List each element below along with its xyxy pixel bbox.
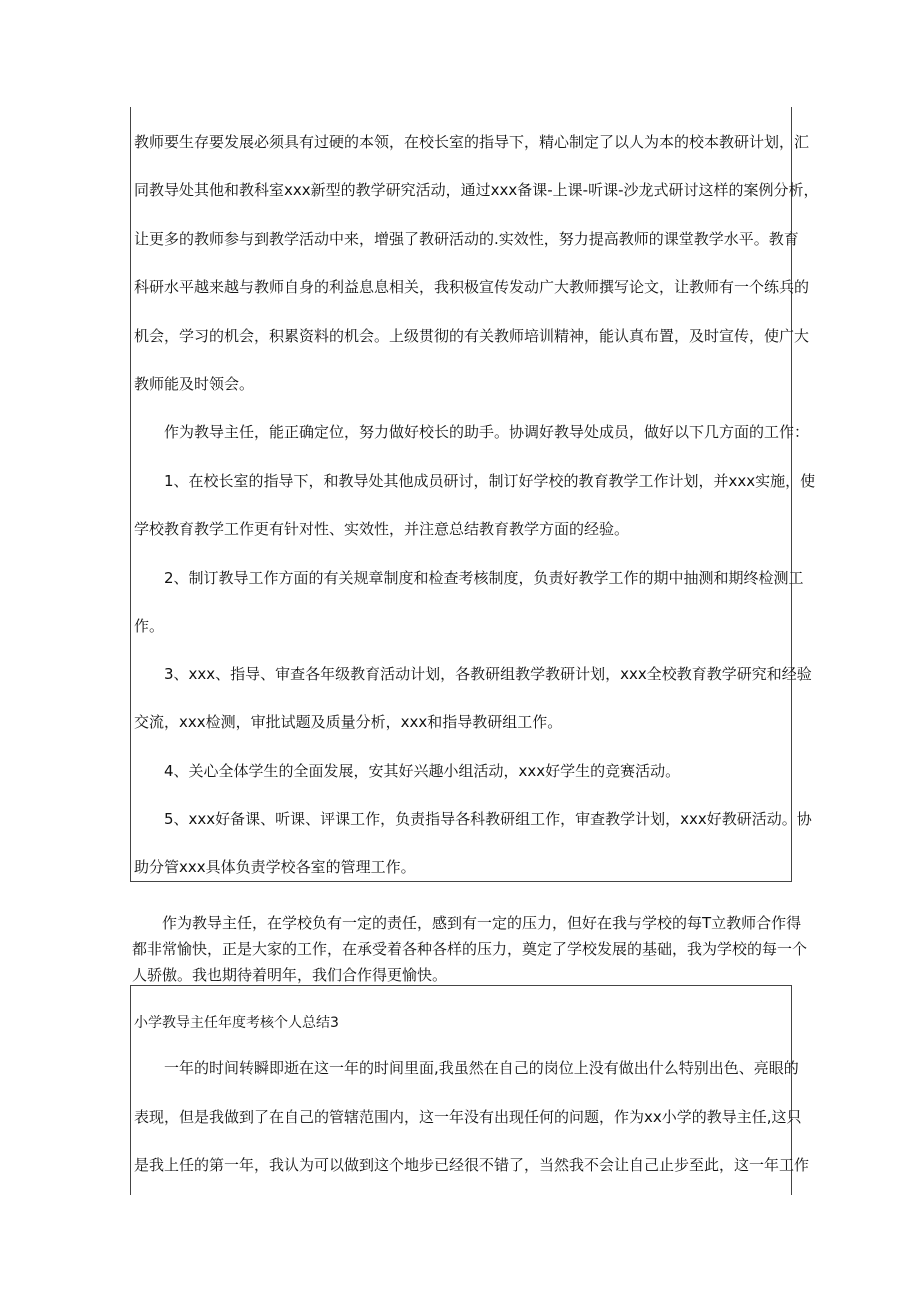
paragraph-line: 机会，学习的机会，积累资料的机会。上级贯彻的有关教师培训精神，能认真布置，及时宣传，使广大 [134, 327, 810, 345]
closing-paragraph-line: 都非常愉快，正是大家的工作，在承受着各种各样的压力，奠定了学校发展的基础，我为学校的每一个 [132, 940, 808, 958]
paragraph-line: 教师能及时领会。 [134, 375, 255, 393]
paragraph-line: 教师要生存要发展必须具有过硬的本领，在校长室的指导下，精心制定了以人为本的校本教研计划，汇 [134, 133, 810, 151]
paragraph-line: 是我上任的第一年，我认为可以做到这个地步已经很不错了，当然我不会让自己止步至此，这一年工作 [134, 1156, 810, 1174]
closing-paragraph-line: 人骄傲。我也期待着明年，我们合作得更愉快。 [132, 966, 448, 984]
list-item-3: 3、xxx、指导、审查各年级教育活动计划，各教研组教学教研计划，xxx全校教育教学研究和经验 [164, 665, 812, 683]
list-item-1: 1、在校长室的指导下，和教导处其他成员研讨，制订好学校的教育教学工作计划，并xxx实施，使 [164, 472, 816, 490]
paragraph-line: 一年的时间转瞬即逝在这一年的时间里面,我虽然在自己的岗位上没有做出什么特别出色、亮眼的 [164, 1059, 799, 1077]
paragraph-line: 科研水平越来越与教师自身的利益息息相关，我积极宣传发动广大教师撰写论文，让教师有一个练兵的 [134, 278, 810, 296]
section-title: 小学教导主任年度考核个人总结3 [134, 1015, 339, 1031]
list-item-3-cont: 交流，xxx检测，审批试题及质量分析，xxx和指导教研组工作。 [134, 713, 563, 731]
list-item-4: 4、关心全体学生的全面发展，安其好兴趣小组活动，xxx好学生的竞赛活动。 [164, 762, 681, 780]
list-item-2: 2、制订教导工作方面的有关规章制度和检查考核制度，负责好教学工作的期中抽测和期终检测工 [164, 569, 804, 587]
intro-line: 作为教导主任，能正确定位，努力做好校长的助手。协调好教导处成员，做好以下几方面的工作： [164, 423, 810, 441]
paragraph-line: 同教导处其他和教科室xxx新型的教学研究活动，通过xxx备课-上课-听课-沙龙式研讨这样的案例分析， [134, 181, 819, 199]
list-item-5-cont: 助分管xxx具体负责学校各室的管理工作。 [134, 858, 416, 876]
closing-paragraph-line: 作为教导主任，在学校负有一定的责任，感到有一定的压力，但好在我与学校的每T立教师合作得 [162, 914, 802, 932]
list-item-2-cont: 作。 [134, 617, 165, 635]
list-item-5: 5、xxx好备课、听课、评课工作，负责指导各科教研组工作，审查教学计划，xxx好教研活动。协 [164, 810, 812, 828]
paragraph-line: 让更多的教师参与到教学活动中来，增强了教研活动的.实效性，努力提高教师的课堂教学水平。教育 [134, 230, 799, 248]
paragraph-line: 表现，但是我做到了在自己的管辖范围内，这一年没有出现任何的问题，作为xx小学的教导主任,这只 [134, 1108, 802, 1126]
list-item-1-cont: 学校教育教学工作更有针对性、实效性，并注意总结教育教学方面的经验。 [134, 520, 630, 538]
